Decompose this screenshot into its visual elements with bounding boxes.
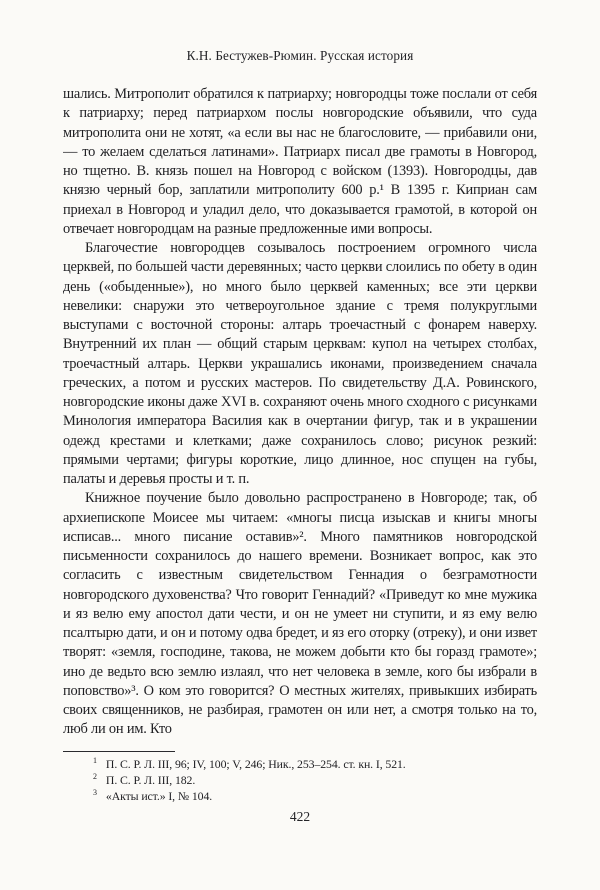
footnote bbox=[63, 756, 537, 772]
footnote-divider bbox=[63, 751, 175, 752]
footnote-text: «Акты ист.» I, № 104. bbox=[105, 789, 213, 804]
footnote-marker: 1 bbox=[93, 756, 97, 766]
paragraph: Книжное поучение было довольно распространено в Новгороде; так, об архиепископе Моисее мы читаем: «многы писца изыскав и книгы многы исписав... много писание оставив»². Много памятников новгородской письменности сохранилось до нашего времени. Возникает вопрос, как это согласить с известным свидетельством Геннадия о безграмотности новгородского духовенства? Что говорит Геннадий? «Приведут ко мне мужика и яз велю ему апостол дати чести, и он не умеет ни ступити, и яз ему велю псалтырю дати, и он и потому одва бредет, и яз его оторку (отреку), и они извет творят: «земля, господине, такова, не можем добыти кто бы горазд грамоте»; ино де ведьто всю землю излаял, что нет человека в земле, кого бы избрали в поповство»³. О ком это говорится? О местных жителях, привыкших избирать своих священников, не разбирая, грамотен он или нет, а смотря только на то, люб ли он им. Кто bbox=[63, 490, 537, 738]
footnote bbox=[63, 772, 537, 788]
page-body bbox=[63, 85, 537, 740]
footnote-marker: 3 bbox=[93, 788, 97, 798]
footnote-marker: 2 bbox=[93, 772, 97, 782]
footnote-text: П. С. Р. Л. III, 182. bbox=[105, 773, 196, 788]
footnotes bbox=[63, 756, 537, 805]
footnote bbox=[63, 788, 537, 804]
paragraph: шались. Митрополит обратился к патриарху; новгородцы тоже послали от себя к патриарху; перед патриархом послы новгородские объявили, что суда митрополита они не хотят, «а если вы нас не благословите, — прибавили они, — то желаем сделаться латинами». Патриарх писал две грамоты в Новгород, но тщетно. В. князь пошел на Новгород с войском (1393). Новгородцы, дав князю черный бор, заплатили митрополиту 600 р.¹ В 1395 г. Киприан сам приехал в Новгород и уладил дело, что доказывается грамотой, в которой он отвечает новгородцам на разные предложенные ими вопросы. bbox=[63, 86, 537, 237]
footnote-text: П. С. Р. Л. III, 96; IV, 100; V, 246; Ник., 253–254. ст. кн. I, 521. bbox=[105, 757, 406, 771]
running-head: К.Н. Бестужев-Рюмин. Русская история bbox=[186, 48, 414, 63]
page-number: 422 bbox=[289, 809, 311, 824]
paragraph: Благочестие новгородцев созывалось построением огромного числа церквей, по большей части деревянных; часто церкви слоились по обету в один день («обыденные»), но много было церквей каменных; все эти церкви невелики: снаружи это четвероугольное здание с тремя полукруглыми выступами с восточной стороны: алтарь троечастный с фонарем наверху. Внутренний их план — общий старым церквам: купол на четырех столбах, троечастный алтарь. Церкви украшались иконами, произведением сначала греческих, а потом и русских мастеров. По свидетельству Д.А. Ровинского, новгородские иконы даже XVI в. сохраняют очень много сходного с рисунками Минология императора Василия как в очертании фигур, так и в украшении одежд крестами и клетками; даже сохранилось слово; рисунок резкий: прямыми чертами; фигуры короткие, лицо длинное, нос спущен на губы, палаты и деревья просты и т. п. bbox=[63, 240, 537, 487]
